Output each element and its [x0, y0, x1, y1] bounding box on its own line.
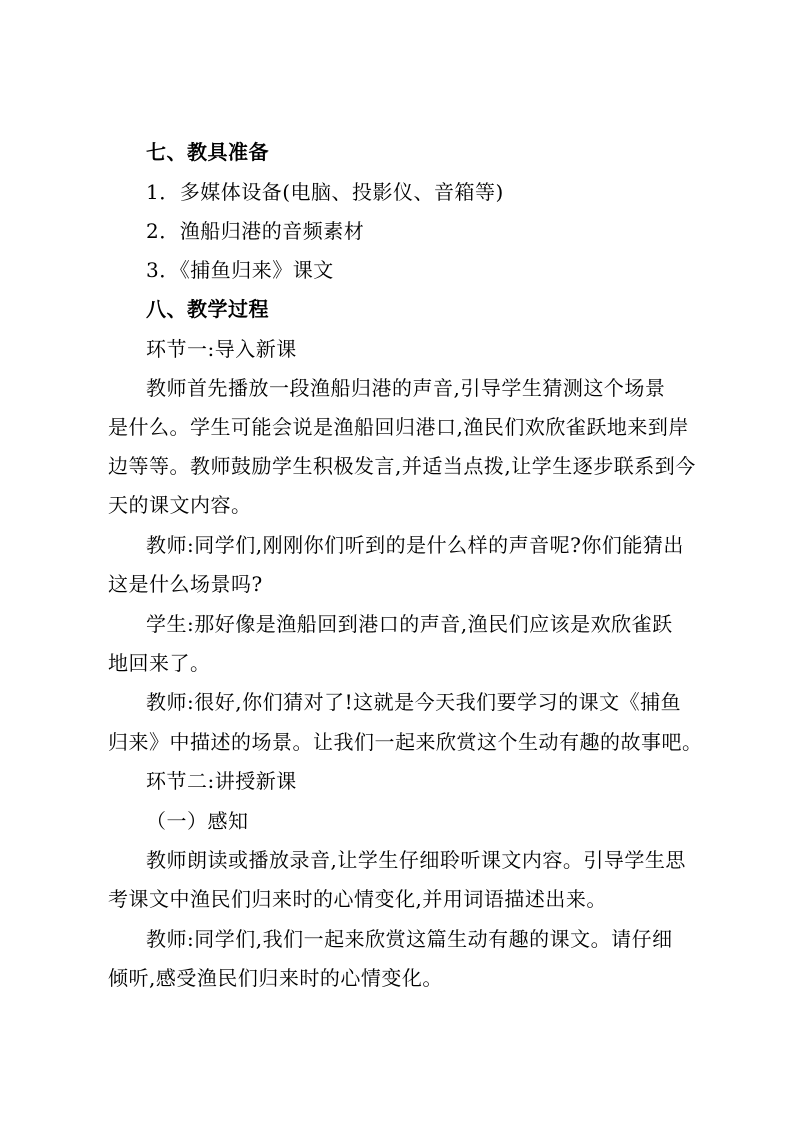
paragraph-line: 考课文中渔民们归来时的心情变化,并用词语描述出来。	[108, 887, 607, 911]
list-item: 1．多媒体设备(电脑、投影仪、音箱等)	[146, 180, 504, 204]
section-heading-teaching-process: 八、教学过程	[146, 297, 269, 321]
paragraph-line: 教师首先播放一段渔船归港的声音,引导学生猜测这个场景	[146, 376, 666, 400]
paragraph-line: 边等等。教师鼓励学生积极发言,并适当点拨,让学生逐步联系到今	[108, 454, 696, 478]
dialogue-line-teacher: 倾听,感受渔民们归来时的心情变化。	[108, 966, 443, 990]
dialogue-line-teacher: 教师:同学们,刚刚你们听到的是什么样的声音呢?你们能猜出	[146, 533, 684, 557]
list-item: 3．《捕鱼归来》课文	[146, 258, 334, 282]
dialogue-line-student: 学生:那好像是渔船回到港口的声音,渔民们应该是欢欣雀跃	[146, 612, 673, 636]
dialogue-line-student: 地回来了。	[108, 651, 211, 675]
dialogue-line-teacher: 归来》中描述的场景。让我们一起来欣赏这个生动有趣的故事吧。	[108, 730, 703, 754]
paragraph-line: 是什么。学生可能会说是渔船回归港口,渔民们欢欣雀跃地来到岸	[108, 415, 689, 439]
dialogue-line-teacher: 这是什么场景吗?	[108, 572, 263, 596]
dialogue-line-teacher: 教师:很好,你们猜对了!这就是今天我们要学习的课文《捕鱼	[146, 690, 682, 714]
paragraph-line: 教师朗读或播放录音,让学生仔细聆听课文内容。引导学生思	[146, 848, 686, 872]
paragraph-line: 天的课文内容。	[108, 493, 252, 517]
step-title-new-lesson: 环节二:讲授新课	[146, 769, 297, 793]
step-title-introduction: 环节一:导入新课	[146, 337, 297, 361]
list-item: 2．渔船归港的音频素材	[146, 219, 365, 243]
dialogue-line-teacher: 教师:同学们,我们一起来欣赏这篇生动有趣的课文。请仔细	[146, 927, 673, 951]
section-heading-teaching-aids: 七、教具准备	[146, 140, 269, 164]
subsection-title-perception: （一）感知	[146, 809, 249, 833]
